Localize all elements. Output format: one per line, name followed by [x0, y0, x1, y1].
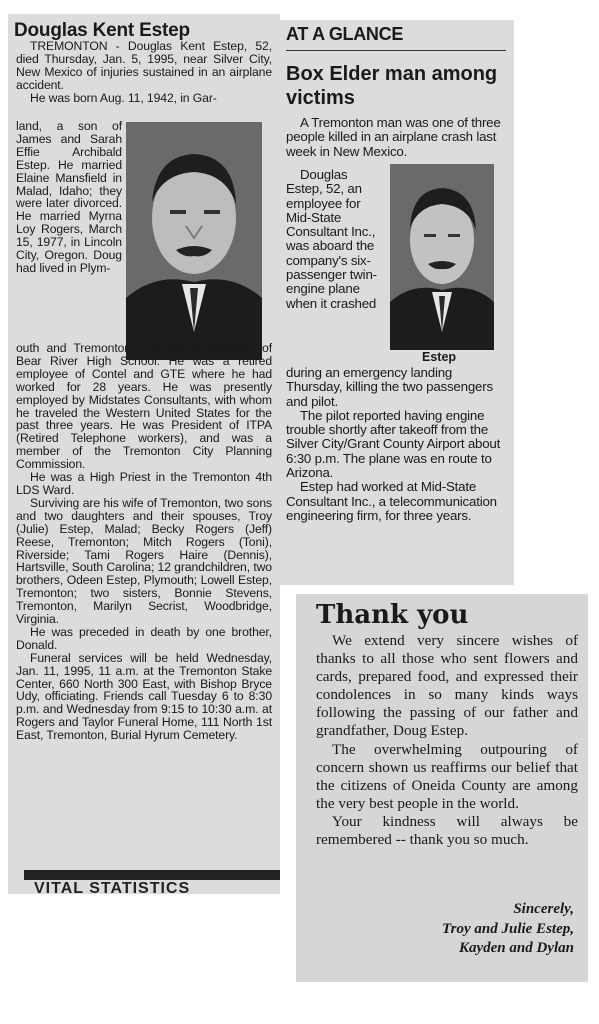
article-para-3: The pilot reported having engine trouble shortly after takeoff from the Silver City/Grant County Airport about 6:30 p.m. The plane was en route to Arizona. [286, 407, 501, 481]
section-divider-bar [24, 870, 280, 880]
article-para-2-cont: during an emergency landing Thursday, killing the two passengers and pilot. [286, 365, 493, 409]
obituary-wrap-text: land, a son of James and Sarah Effie Archibald Estep. He married Elaine Mansfield in Malad, Idaho; they were later divorced. He married Myrna Loy Rogers, March 15, 1977, in Lincoln City, Oregon. Doug had lived in Plym- [16, 119, 122, 275]
obituary-clipping [8, 14, 280, 894]
article-portrait-photo [390, 164, 494, 350]
obituary-para-survived: Surviving are his wife of Tremonton, two sons and two daughters and their spouses, Troy (Julie) Estep, Malad; Becky Rogers (Jeff) Reese, Tremonton; Mitch Rogers (Toni), Riverside; Tami Rogers Haire (Dennis), Hartsville, South Carolina; 12 grandchildren, two brothers, Odeen Estep, Plymouth; Lowell Estep, Tremonton; two sisters, Bonnie Stevens, Tremonton, Marilyn Secrist, Woodbridge, Virginia. [16, 495, 272, 627]
thank-you-title: Thank you [316, 600, 469, 630]
signature-closing: Sincerely, [513, 901, 574, 917]
section-label: AT A GLANCE [286, 24, 404, 44]
obituary-main-text [16, 342, 272, 742]
at-a-glance-clipping [280, 20, 514, 585]
next-section-heading: VITAL STATISTICS [34, 880, 191, 894]
article-para-1: A Tremonton man was one of three people killed in an airplane crash last week in New Mexico. [286, 115, 501, 159]
obituary-para-priest: He was a High Priest in the Tremonton 4th LDS Ward. [16, 470, 272, 497]
article-para-2-lead: Douglas Estep, 52, an employee for Mid-State Consultant Inc., was aboard the company's six-passenger twin-engine plane when it crashed [286, 167, 377, 311]
thank-you-signature [442, 900, 574, 959]
obituary-portrait-photo [126, 122, 262, 360]
thank-you-para-2: The overwhelming outpouring of concern shown us reaffirms our belief that the citizens of Oneida County are among the very best people in the world. [316, 740, 578, 812]
obituary-para-preceded: He was preceded in death by one brother, Donald. [16, 624, 272, 652]
article-headline: Box Elder man among victims [286, 63, 498, 109]
thank-you-para-3: Your kindness will always be remembered -- thank you so much. [316, 812, 578, 849]
thank-you-para-1: We extend very sincere wishes of thanks to all those who sent flowers and cards, prepared food, and expressed their condolences in so many kinds ways following the passing of our father and grandfather, Doug Estep. [316, 632, 578, 740]
obituary-intro [16, 40, 272, 105]
obituary-headline: Douglas Kent Estep [14, 20, 190, 41]
article-para-4: Estep had worked at Mid-State Consultant Inc., a telecommunication engineering firm, for three years. [286, 479, 497, 523]
obituary-para-born-lead: He was born Aug. 11, 1942, in Gar- [30, 90, 217, 105]
thank-you-body [316, 632, 578, 849]
obituary-para-funeral: Funeral services will be held Wednesday, Jan. 11, 1995, 11 a.m. at the Tremonton Stake Center, 660 North 300 East, with Bishop Bryce Udy, officiating. Friends call Tuesday 6 to 8:30 p.m. and Wednesday from 9:15 to 10:30 a.m. at Rogers and Taylor Funeral Home, 111 North 1st East, Tremonton, Burial Hyrum Cemetery. [16, 650, 272, 743]
signature-names-1: Troy and Julie Estep, [442, 920, 574, 937]
portrait-image [390, 164, 494, 350]
obituary-para-intro: TREMONTON - Douglas Kent Estep, 52, died Thursday, Jan. 5, 1995, near Silver City, New Mexico of injuries sustained in an airplane accident. [16, 39, 272, 92]
signature-names-2: Kayden and Dylan [458, 940, 574, 956]
portrait-image [126, 122, 262, 360]
section-rule [286, 50, 506, 51]
photo-caption: Estep [422, 350, 457, 364]
obituary-para-continue: outh and Tremonton and was a graduate of Bear River High School. He was a retired employee of Contel and GTE where he had worked for 28 years. He was presently employed by Midstates Consultants, with whom he traveled the Western United States for the past three years. He was President of ITPA (Retired Telephone workers), and was a member of the Tremonton City Planning Commission. [16, 341, 272, 472]
thank-you-clipping [296, 594, 588, 982]
